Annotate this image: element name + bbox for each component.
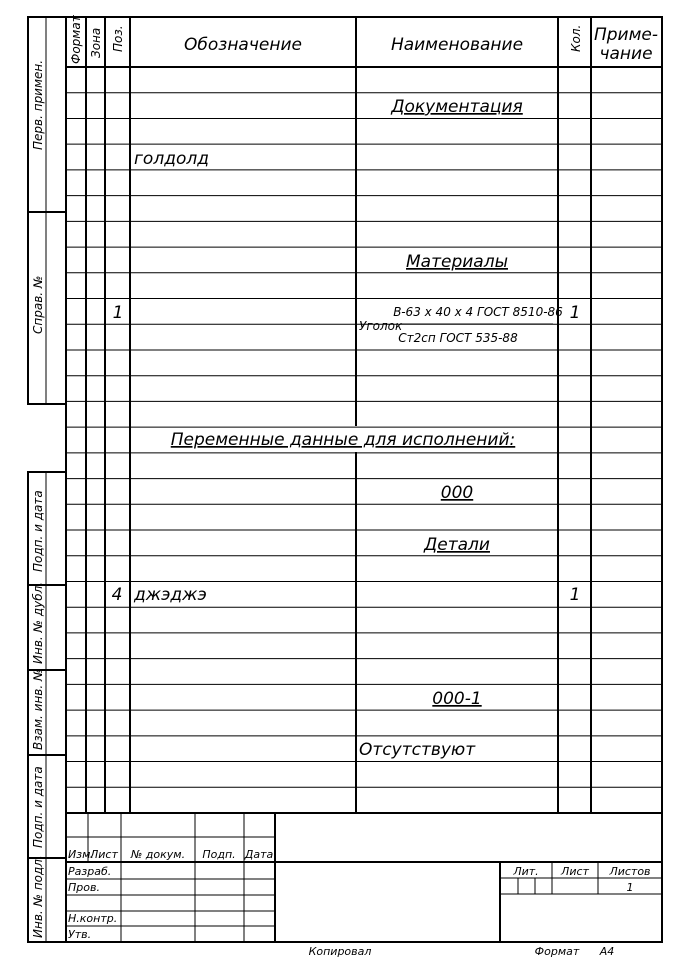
material-bottom: Ст2сп ГОСТ 535-88: [398, 331, 518, 345]
stamp-date: Дата: [244, 848, 274, 861]
material-qty: 1: [569, 303, 581, 323]
header-note-line1: Приме-: [593, 25, 659, 45]
side-inv-podl: Инв. № подл.: [31, 855, 45, 938]
side-podp-data-2: Подп. и дата: [31, 766, 45, 848]
stamp-izm: Изм.: [68, 848, 94, 861]
stamp-list: Лист: [90, 848, 118, 861]
header-format: Формат: [69, 15, 83, 64]
footer-copied: Копировал: [308, 945, 372, 958]
header-designation: Обозначение: [184, 35, 302, 55]
detail-qty: 1: [569, 585, 581, 605]
stamp-list2: Лист: [561, 865, 589, 878]
side-inv-dubl: Инв. № дубл.: [31, 581, 45, 664]
doc-designation: голдолд: [134, 149, 209, 169]
header-pos: Поз.: [111, 25, 125, 52]
stamp-razrab: Разраб.: [68, 865, 112, 878]
material-word: Уголок: [359, 319, 403, 333]
stamp-nkontr: Н.контр.: [68, 912, 118, 925]
stamp-listov-value: 1: [626, 881, 634, 894]
stamp-utv: Утв.: [68, 928, 92, 941]
stamp-podp: Подп.: [202, 848, 236, 861]
footer-format-value: А4: [599, 945, 615, 958]
section-documentation: Документация: [391, 97, 523, 117]
absent-text: Отсутствуют: [359, 740, 476, 760]
material-top: B-63 x 40 x 4 ГОСТ 8510-86: [393, 305, 563, 319]
side-vzam-inv: Взам. инв. №: [31, 668, 45, 750]
material-pos: 1: [112, 303, 124, 323]
stamp-listov: Листов: [609, 865, 651, 878]
header-note-line2: чание: [599, 44, 653, 64]
variant-2: 000-1: [432, 689, 482, 709]
side-podp-data-1: Подп. и дата: [31, 490, 45, 572]
variant-1: 000: [440, 483, 474, 503]
header-qty: Кол.: [569, 24, 583, 52]
section-materials: Материалы: [406, 252, 508, 272]
column-lines: [86, 17, 591, 813]
detail-pos: 4: [111, 585, 123, 605]
stamp-lit: Лит.: [513, 865, 539, 878]
footer-format-label: Формат: [534, 945, 580, 958]
stamp-prov: Пров.: [68, 881, 100, 894]
section-variants: Переменные данные для исполнений:: [170, 430, 516, 450]
section-details: Детали: [424, 535, 490, 555]
header-zone: Зона: [89, 27, 103, 58]
header-name: Наименование: [390, 35, 524, 55]
stamp-doc-no: № докум.: [130, 848, 186, 861]
side-perv-primen: Перв. примен.: [31, 59, 45, 150]
side-sprav-no: Справ. №: [31, 275, 45, 334]
detail-designation: джэджэ: [134, 585, 207, 605]
